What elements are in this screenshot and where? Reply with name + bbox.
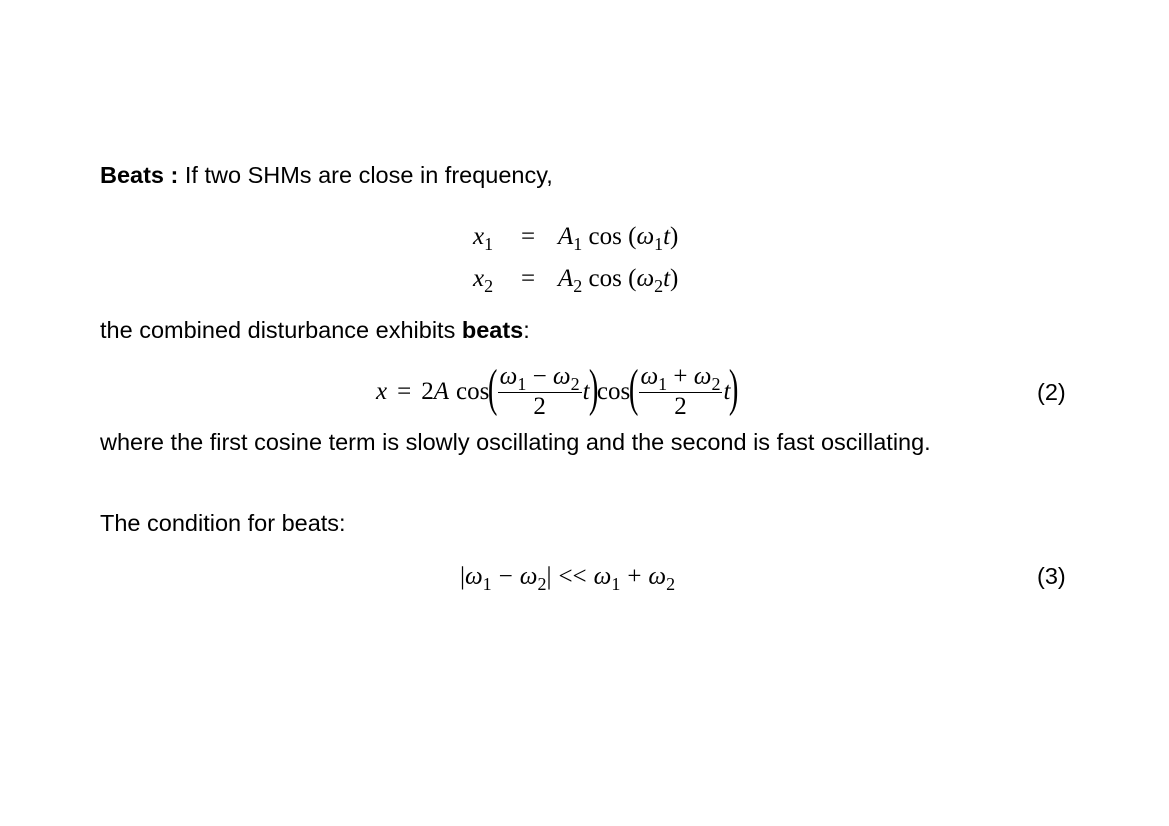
condition-label: The condition for beats: — [100, 510, 346, 536]
beats-heading: Beats : — [100, 162, 179, 188]
equation-x1: $x_1$ = $A_1$ $\cos (\omega_1t)$ — [473, 223, 679, 254]
equation-condition: $|\omega_1 - \omega_2| << \omega_1 + \omega_2$ — [460, 563, 676, 594]
fraction-difference: $\frac{\omega_1 - \omega_2}{2}$ — [499, 362, 580, 421]
fraction-sum: $\frac{\omega_1 + \omega_2}{2}$ — [640, 362, 721, 421]
intro-line — [100, 161, 553, 189]
equation-number-2: (2) — [1037, 379, 1066, 405]
equation-x2: $x_2$ = $A_2$ $\cos (\omega_2t)$ — [473, 265, 679, 296]
beats-bold: beats — [461, 317, 524, 343]
equation-number-3: (3) — [1037, 563, 1066, 589]
combined-line: the combined disturbance exhibits beats: — [100, 317, 530, 343]
equation-beats: x = 2 A cos ( $\frac{\omega_1 - \omega_2}{2}$ t ) cos ( $\frac{\omega_1 + \omega_2}{2}$ t ) — [376, 360, 739, 421]
explanation-line: where the first cosine term is slowly oscillating and the second is fast oscillating. — [100, 429, 931, 455]
intro-text: If two SHMs are close in frequency, — [178, 162, 553, 188]
